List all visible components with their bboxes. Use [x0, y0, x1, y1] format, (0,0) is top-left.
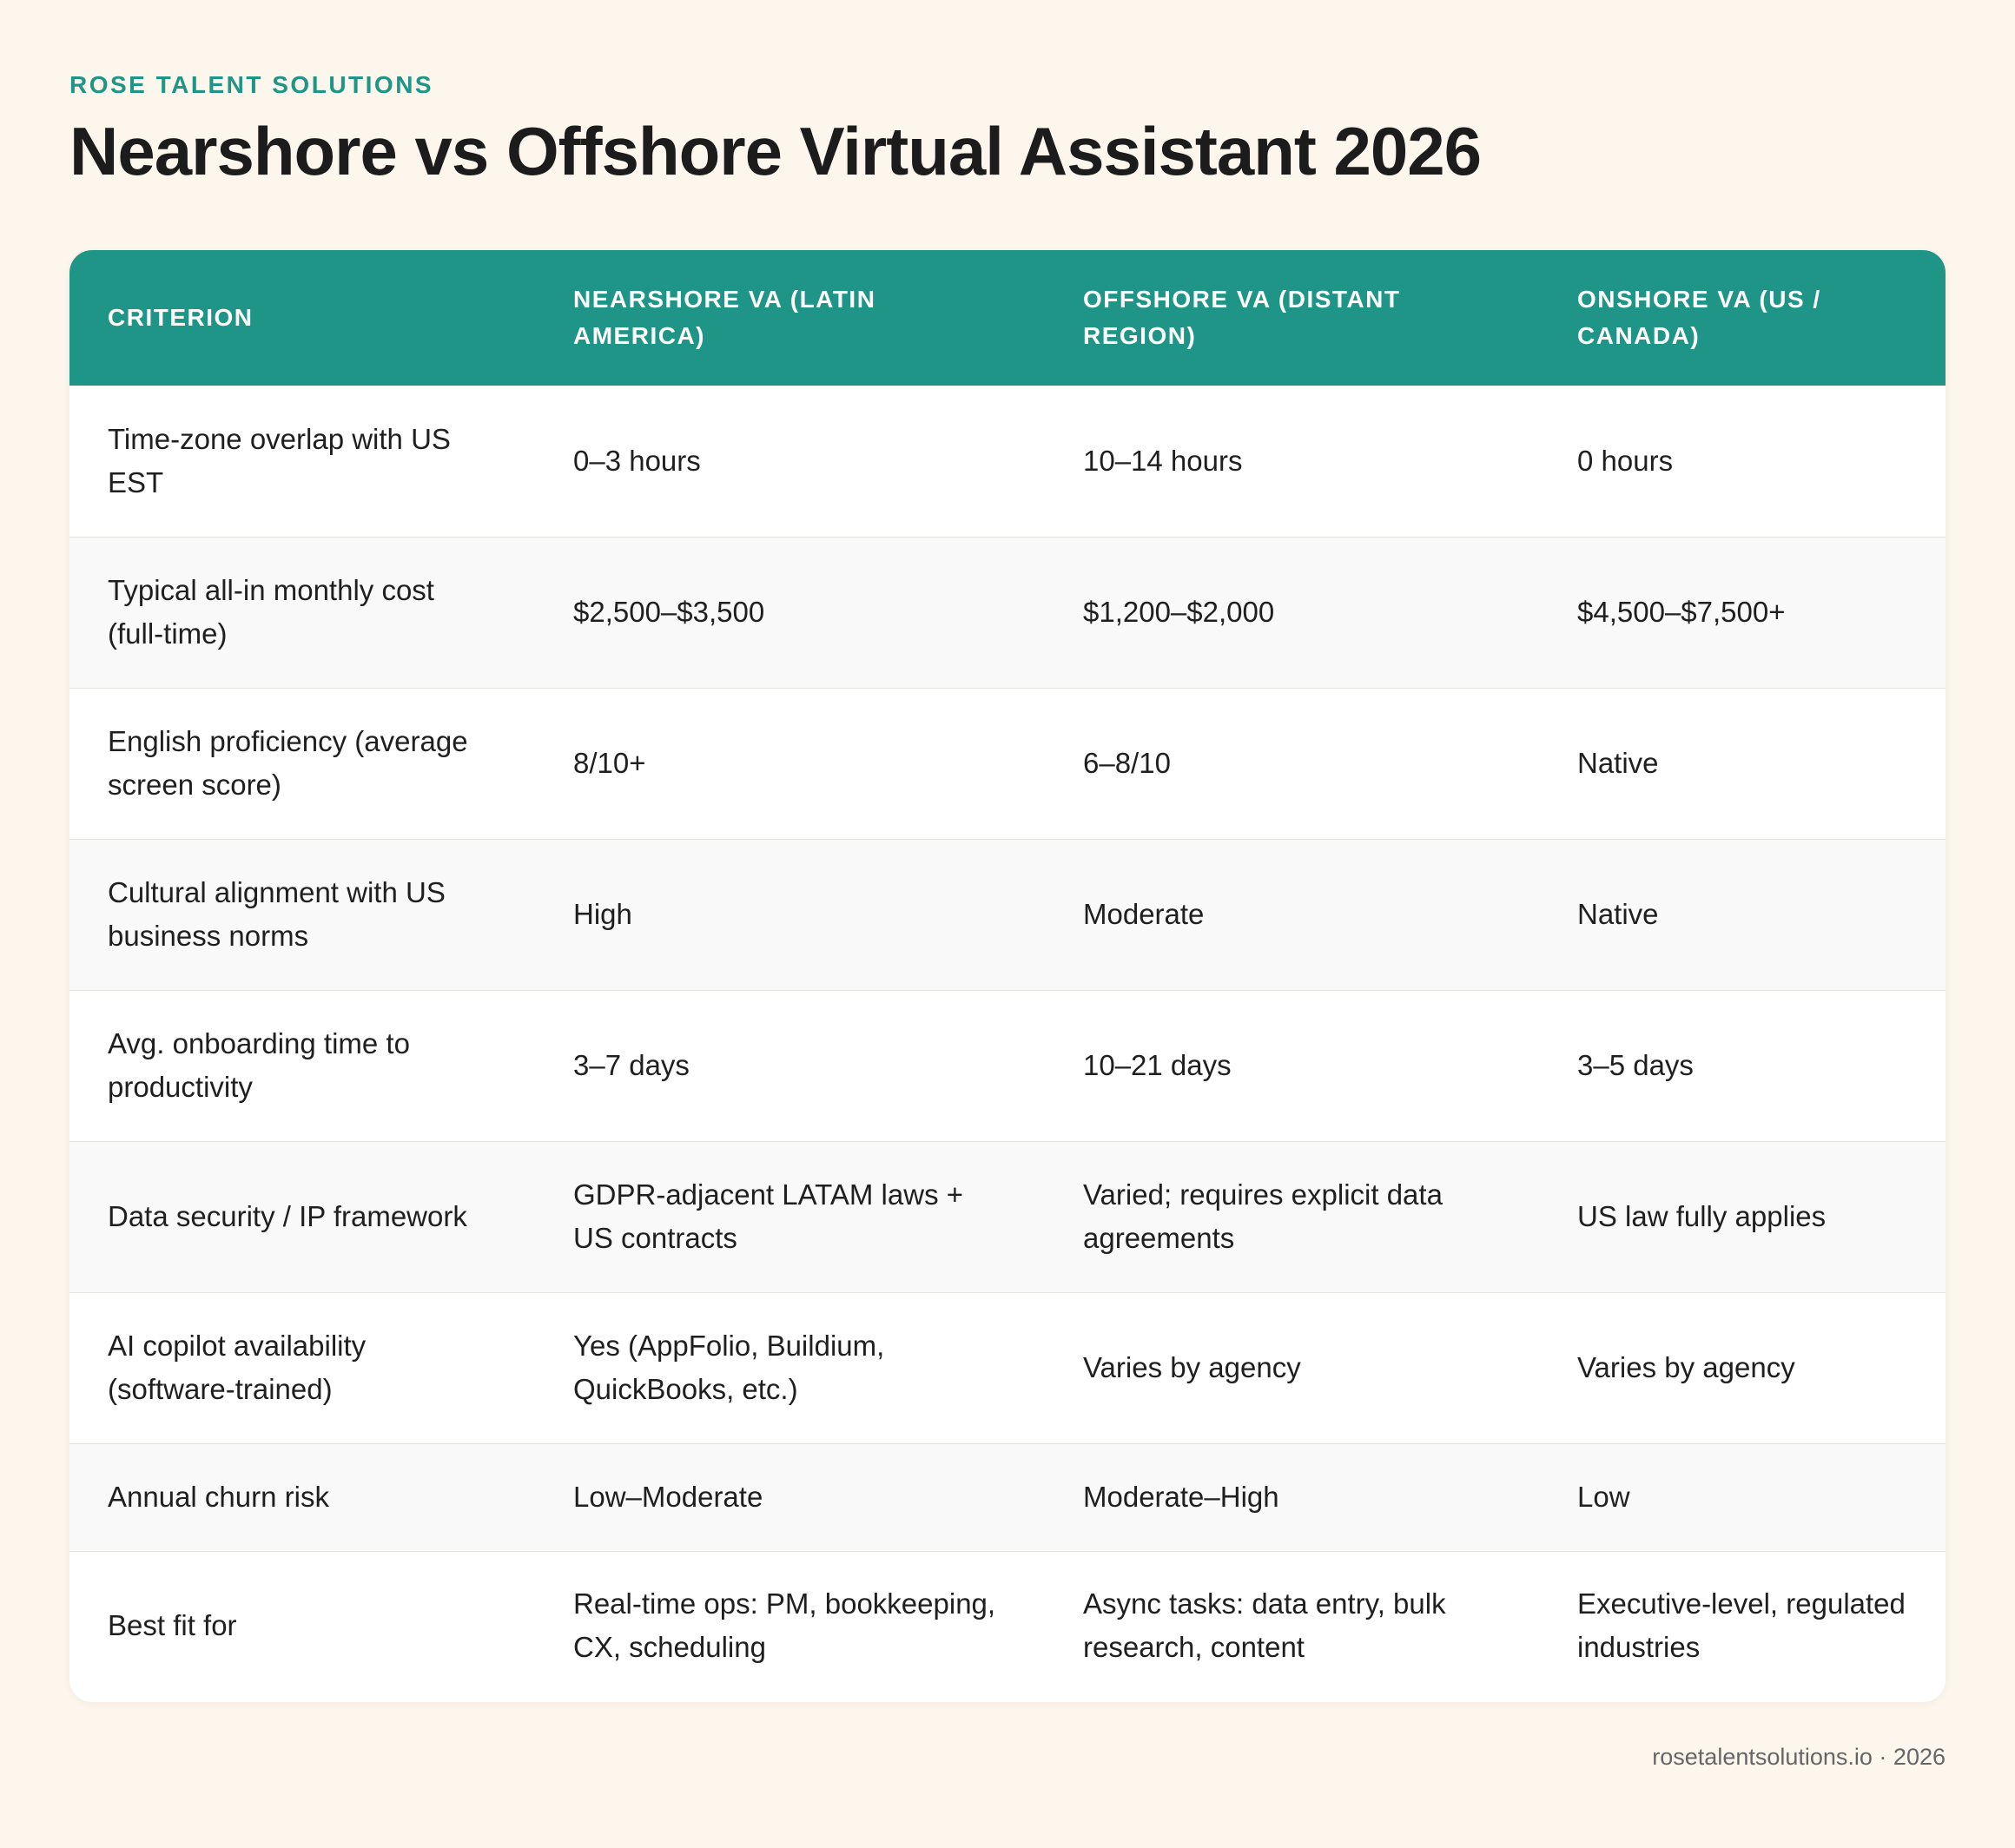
brand-name: ROSE TALENT SOLUTIONS — [69, 71, 434, 98]
nearshore-cell: Yes (AppFolio, Buildium, QuickBooks, etc.) — [573, 1330, 885, 1405]
offshore-cell: Async tasks: data entry, bulk research, content — [1083, 1587, 1446, 1664]
criterion-cell: Time-zone overlap with US EST — [108, 422, 451, 498]
header-offshore: OFFSHORE VA (DISTANT REGION) — [1083, 286, 1401, 349]
offshore-cell: Moderate — [1083, 898, 1205, 930]
nearshore-cell: 3–7 days — [573, 1049, 690, 1081]
table-row — [69, 1292, 1946, 1443]
comparison-table — [69, 250, 1946, 1700]
onshore-cell: Varies by agency — [1577, 1351, 1795, 1383]
offshore-cell: 6–8/10 — [1083, 747, 1171, 779]
table-header — [69, 250, 1946, 386]
header-row — [69, 250, 1946, 386]
onshore-cell: Native — [1577, 898, 1659, 930]
nearshore-cell: Real-time ops: PM, bookkeeping, CX, scheduling — [573, 1587, 996, 1664]
nearshore-cell: High — [573, 898, 632, 930]
header-nearshore: NEARSHORE VA (LATIN AMERICA) — [573, 286, 876, 349]
offshore-cell: Moderate–High — [1083, 1481, 1279, 1513]
onshore-cell: US law fully applies — [1577, 1200, 1827, 1232]
table-row — [69, 839, 1946, 990]
page-title: Nearshore vs Offshore Virtual Assistant 2026 — [69, 113, 1482, 189]
criterion-cell: Best fit for — [108, 1609, 237, 1642]
offshore-cell: Varies by agency — [1083, 1351, 1301, 1383]
criterion-cell: Annual churn risk — [108, 1481, 329, 1513]
criterion-cell: Avg. onboarding time to productivity — [108, 1027, 410, 1103]
criterion-cell: Typical all-in monthly cost (full-time) — [108, 574, 434, 650]
header-onshore: ONSHORE VA (US / CANADA) — [1577, 286, 1821, 349]
header-criterion: CRITERION — [108, 304, 254, 331]
table-row — [69, 688, 1946, 839]
table-row — [69, 1443, 1946, 1551]
nearshore-cell: $2,500–$3,500 — [573, 596, 765, 628]
nearshore-cell: GDPR-adjacent LATAM laws + US contracts — [573, 1178, 964, 1254]
onshore-cell: $4,500–$7,500+ — [1577, 596, 1786, 628]
nearshore-cell: 0–3 hours — [573, 444, 701, 477]
offshore-cell: $1,200–$2,000 — [1083, 596, 1275, 628]
criterion-cell: Data security / IP framework — [108, 1200, 467, 1232]
table-row — [69, 1141, 1946, 1292]
onshore-cell: Native — [1577, 747, 1659, 779]
criterion-cell: Cultural alignment with US business norms — [108, 876, 446, 952]
footer-credit: rosetalentsolutions.io · 2026 — [1652, 1744, 1946, 1770]
onshore-cell: Low — [1577, 1481, 1630, 1513]
onshore-cell: 3–5 days — [1577, 1049, 1694, 1081]
onshore-cell: Executive-level, regulated industries — [1577, 1587, 1906, 1664]
criterion-cell: AI copilot availability (software-trained) — [108, 1330, 367, 1405]
nearshore-cell: 8/10+ — [573, 747, 646, 779]
criterion-cell: English proficiency (average screen score) — [108, 725, 468, 801]
offshore-cell: 10–14 hours — [1083, 444, 1243, 477]
offshore-cell: 10–21 days — [1083, 1049, 1232, 1081]
table-body — [69, 386, 1946, 1700]
onshore-cell: 0 hours — [1577, 444, 1674, 477]
offshore-cell: Varied; requires explicit data agreements — [1083, 1178, 1443, 1254]
table-row — [69, 990, 1946, 1141]
table-row — [69, 537, 1946, 688]
table-row — [69, 1551, 1946, 1700]
table-row — [69, 386, 1946, 537]
comparison-card — [69, 250, 1946, 1702]
nearshore-cell: Low–Moderate — [573, 1481, 763, 1513]
